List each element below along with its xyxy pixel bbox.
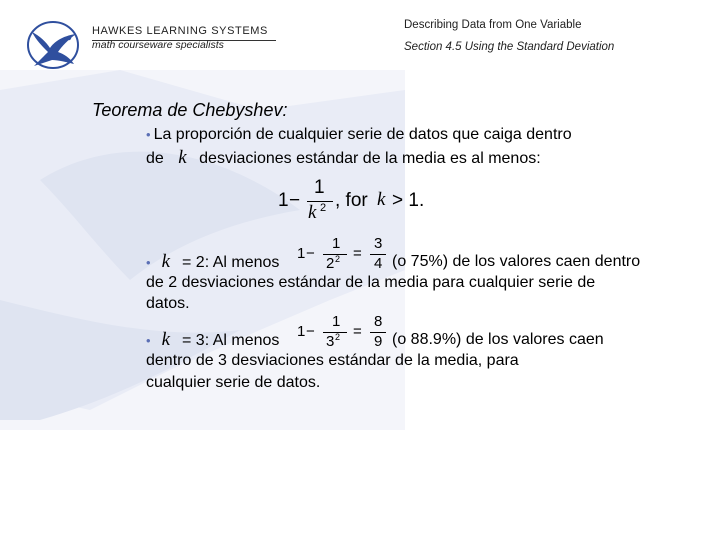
definition-line-1 [146, 124, 572, 145]
formula-one: 1 [278, 190, 289, 211]
definition-text-1: La proporción de cualquier serie de datos que caiga dentro [153, 126, 572, 143]
eagle-logo-icon [26, 20, 82, 70]
example-1-line-2: de 2 desviaciones estándar de la media para cualquier serie de [146, 274, 596, 291]
ex2-equals: = [353, 323, 362, 340]
bullet-icon: • [146, 255, 151, 270]
formula-numerator: 1 [314, 177, 325, 198]
bullet-icon: • [146, 333, 151, 348]
example-2-tail: (o 88.9%) de los valores caen [392, 331, 604, 348]
variable-k: k [161, 251, 170, 272]
formula-denominator: k [308, 202, 317, 223]
example-1-line-1 [146, 251, 279, 273]
ex1-equals: = [353, 245, 362, 262]
chebyshev-formula [278, 178, 438, 226]
section-title: Section 4.5 Using the Standard Deviation [404, 41, 615, 53]
formula-minus: − [289, 190, 301, 211]
company-tagline: math courseware specialists [92, 39, 224, 51]
example-1-formula [297, 236, 389, 274]
ex2-result-denominator: 9 [374, 333, 383, 350]
definition-line-2 [146, 147, 541, 169]
formula-for: , for [335, 190, 368, 211]
variable-k: k [161, 329, 170, 350]
ex2-numerator: 1 [332, 313, 341, 330]
definition-text-suffix: desviaciones estándar de la media es al menos: [199, 150, 541, 167]
ex2-exponent: 2 [335, 332, 341, 342]
example-1-label: = 2: Al menos [182, 254, 280, 271]
formula-exponent: 2 [320, 202, 327, 214]
example-1-line-3: datos. [146, 295, 190, 312]
formula-condition-var: k [377, 189, 386, 210]
example-2-formula [297, 314, 389, 352]
example-2-line-2: dentro de 3 desviaciones estándar de la media, para [146, 352, 519, 369]
ex2-result-numerator: 8 [374, 313, 383, 330]
ex1-one: 1 [297, 245, 306, 262]
ex1-denominator: 2 [326, 255, 335, 272]
bullet-icon: • [146, 127, 151, 142]
example-2-line-1 [146, 329, 279, 351]
ex1-numerator: 1 [332, 235, 341, 252]
example-2-label: = 3: Al menos [182, 332, 280, 349]
example-2-line-3: cualquier serie de datos. [146, 374, 321, 391]
variable-k: k [178, 147, 187, 168]
chapter-title: Describing Data from One Variable [404, 19, 582, 31]
ex2-one: 1 [297, 323, 306, 340]
ex1-result-denominator: 4 [374, 255, 383, 272]
formula-condition: > 1. [392, 190, 425, 211]
ex1-exponent: 2 [335, 254, 341, 264]
ex1-result-numerator: 3 [374, 235, 383, 252]
company-name: HAWKES LEARNING SYSTEMS [92, 25, 268, 37]
ex2-denominator: 3 [326, 333, 335, 350]
ex2-minus: − [306, 323, 315, 340]
theorem-title: Teorema de Chebyshev: [92, 100, 288, 120]
example-1-tail: (o 75%) de los valores caen dentro [392, 253, 641, 270]
ex1-minus: − [306, 245, 315, 262]
definition-text-prefix: de [146, 150, 164, 167]
